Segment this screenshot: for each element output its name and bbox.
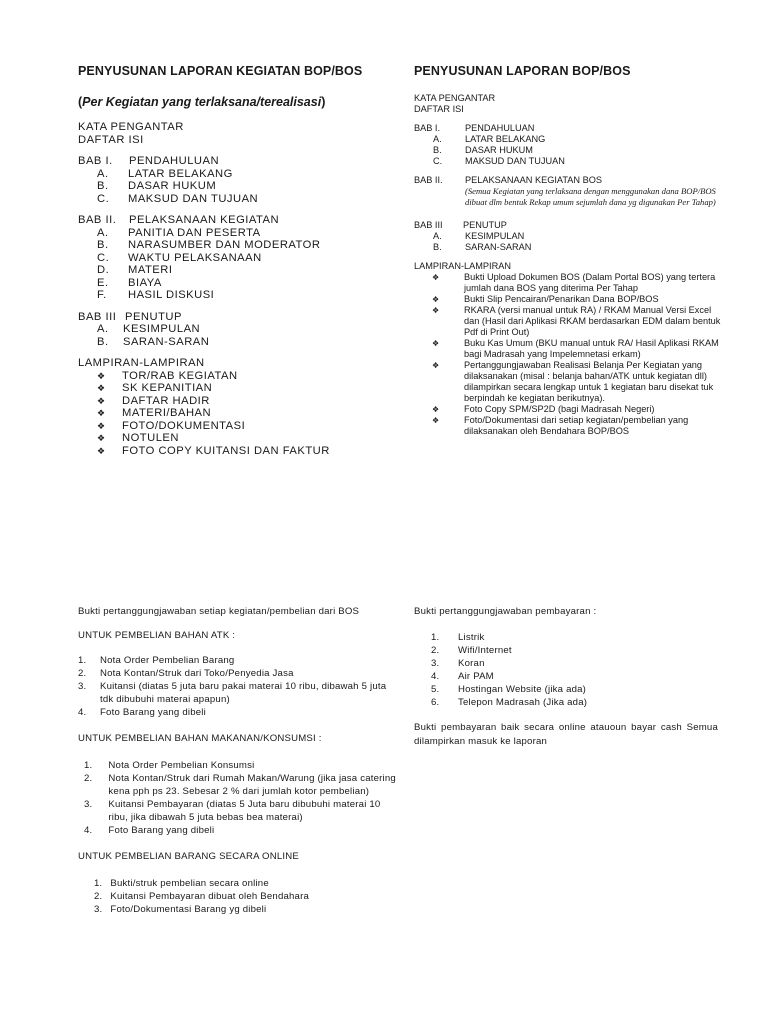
bab-2-item (78, 252, 398, 265)
diamond-bullet-icon: ❖ (432, 339, 440, 348)
item-text: Listrik (458, 632, 485, 643)
lampiran-item (414, 305, 724, 338)
left-outline-list (78, 121, 398, 457)
item-text: PANITIA DAN PESERTA (128, 226, 261, 239)
makanan-heading: UNTUK PEMBELIAN BAHAN MAKANAN/KONSUMSI : (78, 733, 322, 744)
item-text: SARAN-SARAN (123, 335, 210, 348)
item-number: 1. (78, 655, 87, 666)
bab-number: BAB III (78, 310, 117, 323)
item-text: KESIMPULAN (465, 231, 525, 241)
item-letter: F. (97, 289, 107, 301)
lampiran-text: Bukti Slip Pencairan/Penarikan Dana BOP/BOS (464, 294, 659, 304)
online-heading: UNTUK PEMBELIAN BARANG SECARA ONLINE (78, 851, 299, 862)
lampiran-item (414, 404, 724, 415)
atk-list (78, 654, 398, 719)
bab-1-heading (414, 123, 724, 134)
item-number: 1. (84, 760, 93, 771)
item-number: 3. (78, 681, 87, 692)
list-item (78, 667, 398, 680)
item-text: Foto Barang yang dibeli (108, 825, 215, 836)
lampiran-item (78, 382, 398, 395)
lampiran-item (414, 294, 724, 305)
lampiran-text: FOTO COPY KUITANSI DAN FAKTUR (122, 444, 330, 457)
item-text: MAKSUD DAN TUJUAN (128, 192, 259, 205)
lampiran-text: Bukti Upload Dokumen BOS (Dalam Portal BOS) yang tertera jumlah dana BOS yang diterima Per Tahap (464, 272, 716, 293)
diamond-bullet-icon: ❖ (432, 361, 440, 370)
intro-kata-pengantar: KATA PENGANTAR (414, 93, 496, 103)
list-item (78, 903, 398, 916)
evidence-intro: Bukti pertanggungjawaban setiap kegiatan/pembelian dari BOS (78, 606, 360, 617)
item-number: 1. (431, 632, 440, 643)
item-letter: C. (97, 251, 110, 264)
item-letter: E. (97, 276, 109, 289)
item-number: 3. (84, 799, 93, 810)
bab-number: BAB II. (414, 175, 443, 185)
item-number: 2. (94, 891, 103, 902)
item-letter: B. (97, 239, 109, 251)
list-item (78, 877, 398, 890)
diamond-bullet-icon: ❖ (97, 383, 106, 393)
item-text: Air PAM (458, 671, 494, 682)
bab-2-item (78, 289, 398, 302)
bab-1-item (414, 156, 724, 167)
lampiran-item (78, 407, 398, 420)
item-text: LATAR BELAKANG (128, 167, 233, 180)
list-item (78, 798, 398, 824)
subtitle-close-paren: ) (321, 95, 326, 109)
right-payment-section (414, 606, 718, 749)
payment-closing: Bukti pembayaran baik secara online atauoun bayar cash Semua dilampirkan masuk ke laporan (414, 722, 718, 747)
bab-1-item (78, 168, 398, 181)
payment-list (414, 631, 718, 709)
diamond-bullet-icon: ❖ (432, 273, 440, 282)
item-text: Wifi/Internet (458, 645, 512, 656)
item-letter: D. (97, 264, 110, 276)
intro-kata-pengantar: KATA PENGANTAR (78, 121, 184, 133)
item-text: Nota Order Pembelian Konsumsi (108, 760, 255, 771)
item-text: SARAN-SARAN (465, 242, 532, 252)
lampiran-item (414, 338, 724, 360)
bab-1-item (414, 134, 724, 145)
bab-title: PELAKSANAAN KEGIATAN BOS (465, 175, 603, 185)
item-text: Kuitansi Pembayaran (diatas 5 Juta baru dibubuhi materai 10 ribu, jika dibawah 5 juta bebas bea materai) (108, 799, 381, 823)
item-number: 6. (431, 697, 440, 708)
lampiran-text: SK KEPANITIAN (122, 382, 213, 394)
bab-title: PELAKSANAAN KEGIATAN (129, 214, 280, 226)
item-text: Nota Kontan/Struk dari Rumah Makan/Warung (jika jasa catering kena pph ps 23. Sebesar 2 % dari jumlah kotor pembelian) (108, 773, 396, 797)
right-outline-list (414, 93, 724, 437)
lampiran-item (78, 420, 398, 433)
item-letter: A. (97, 167, 109, 180)
item-number: 1. (94, 878, 103, 889)
item-number: 2. (431, 645, 440, 656)
bab-2-heading (78, 214, 398, 227)
lampiran-text: Pertanggungjawaban Realisasi Belanja Per Kegiatan yang dilaksanakan (misal : belanja bahan/ATK untuk kegiatan dll) dilampirkan secara lengkap untuk 1 kegiatan baru disekat tuk berpindah ke kegiatan berikutnya). (464, 360, 714, 403)
bab-1-heading (78, 155, 398, 168)
list-item (414, 696, 718, 709)
bab-number: BAB II. (78, 214, 117, 226)
right-title: PENYUSUNAN LAPORAN BOP/BOS (414, 64, 631, 78)
bab-number: BAB I. (414, 123, 441, 133)
bab-title: PENUTUP (463, 220, 507, 230)
bab-3-item (414, 231, 724, 242)
bab-3-item (78, 323, 398, 336)
item-number: 3. (94, 904, 103, 915)
item-text: KESIMPULAN (123, 323, 201, 335)
lampiran-text: MATERI/BAHAN (122, 407, 212, 419)
item-number: 5. (431, 684, 440, 695)
item-number: 4. (78, 707, 87, 718)
item-text: LATAR BELAKANG (465, 134, 546, 144)
intro-daftar-isi: DAFTAR ISI (78, 133, 144, 146)
item-letter: B. (433, 242, 442, 252)
list-item (78, 759, 398, 772)
bab-2-item (78, 239, 398, 252)
bab-3-item (78, 336, 398, 349)
lampiran-item (78, 445, 398, 458)
item-text: Kuitansi Pembayaran dibuat oleh Bendahara (110, 891, 310, 902)
item-text: Foto Barang yang dibeli (100, 707, 206, 718)
lampiran-text: RKARA (versi manual untuk RA) / RKAM Manual Versi Excel dan (Hasil dari Aplikasi RKAM berdasarkan EDM dalam bentuk Pdf di Print Out) (464, 305, 721, 337)
payment-intro: Bukti pertanggungjawaban pembayaran : (414, 606, 597, 617)
left-evidence-section (78, 606, 398, 916)
item-number: 2. (78, 668, 87, 679)
item-text: Nota Order Pembelian Barang (100, 655, 235, 666)
item-letter: C. (433, 156, 443, 166)
bab-1-item (78, 193, 398, 206)
lampiran-item (78, 370, 398, 383)
lampiran-item (414, 272, 724, 294)
bab-2-note: (Semua Kegiatan yang terlaksana dengan menggunakan dana BOP/BOS dibuat dlm bentuk Rekap umum sejumlah dana yg digunakan Per Tahap) (465, 186, 716, 207)
list-item (414, 657, 718, 670)
online-list (78, 877, 398, 916)
diamond-bullet-icon: ❖ (97, 420, 106, 431)
bab-title: PENDAHULUAN (465, 123, 535, 133)
subtitle-italic: Per Kegiatan yang terlaksana/terealisasi (82, 95, 322, 109)
bab-3-heading (414, 220, 724, 231)
item-number: 4. (84, 825, 93, 836)
item-text: HASIL DISKUSI (128, 289, 215, 301)
diamond-bullet-icon: ❖ (97, 445, 106, 456)
diamond-bullet-icon: ❖ (432, 295, 440, 304)
diamond-bullet-icon: ❖ (432, 416, 440, 425)
item-text: Koran (458, 658, 485, 669)
item-text: NARASUMBER DAN MODERATOR (128, 239, 321, 251)
lampiran-text: FOTO/DOKUMENTASI (122, 419, 246, 432)
item-letter: A. (97, 323, 109, 335)
lampiran-text: TOR/RAB KEGIATAN (122, 369, 238, 382)
lampiran-item (414, 360, 724, 404)
intro-daftar-isi: DAFTAR ISI (414, 104, 464, 114)
item-text: DASAR HUKUM (128, 180, 217, 192)
bab-2-heading (414, 175, 724, 186)
lampiran-item (414, 415, 724, 437)
lampiran-item (78, 432, 398, 445)
item-text: Foto/Dokumentasi Barang yg dibeli (110, 904, 267, 915)
item-text: Bukti/struk pembelian secara online (110, 878, 269, 889)
item-text: BIAYA (128, 276, 162, 289)
item-text: WAKTU PELAKSANAAN (128, 251, 262, 264)
item-letter: A. (97, 226, 109, 239)
item-number: 3. (431, 658, 440, 669)
item-letter: B. (97, 180, 109, 192)
bab-2-item (78, 264, 398, 277)
list-item (78, 824, 398, 837)
bab-3-heading (78, 311, 398, 324)
lampiran-text: Foto/Dokumentasi dari setiap kegiatan/pembelian yang dilaksanakan oleh Bendahara BOP/BOS (464, 415, 689, 436)
bab-3-item (414, 242, 724, 253)
lampiran-text: DAFTAR HADIR (122, 394, 210, 407)
diamond-bullet-icon: ❖ (97, 433, 106, 443)
diamond-bullet-icon: ❖ (432, 306, 440, 315)
bab-number: BAB I. (78, 155, 113, 167)
left-title: PENYUSUNAN LAPORAN KEGIATAN BOP/BOS (78, 64, 363, 78)
list-item (78, 890, 398, 903)
bab-number: BAB III (414, 220, 443, 230)
bab-1-item (78, 180, 398, 193)
right-report-outline (414, 64, 724, 437)
diamond-bullet-icon: ❖ (97, 370, 106, 381)
lampiran-text: Buku Kas Umum (BKU manual untuk RA/ Hasil Aplikasi RKAM bagi Madrasah yang Impelemnetasi erkam) (464, 338, 719, 359)
item-number: 2. (84, 773, 93, 784)
list-item (414, 683, 718, 696)
list-item (414, 670, 718, 683)
diamond-bullet-icon: ❖ (97, 408, 106, 418)
list-item (414, 631, 718, 644)
list-item (78, 772, 398, 798)
list-item (78, 706, 398, 719)
lampiran-heading: LAMPIRAN-LAMPIRAN (78, 357, 205, 369)
left-report-outline (78, 64, 398, 457)
bab-1-item (414, 145, 724, 156)
item-number: 4. (431, 671, 440, 682)
diamond-bullet-icon: ❖ (97, 395, 106, 406)
diamond-bullet-icon: ❖ (432, 405, 440, 414)
item-text: DASAR HUKUM (465, 145, 533, 155)
item-letter: B. (433, 145, 442, 155)
item-letter: C. (97, 192, 110, 205)
item-letter: B. (97, 335, 109, 348)
item-letter: A. (433, 231, 442, 241)
item-letter: A. (433, 134, 442, 144)
list-item (414, 644, 718, 657)
atk-heading: UNTUK PEMBELIAN BAHAN ATK : (78, 630, 236, 641)
bab-2-item (78, 277, 398, 290)
item-text: MATERI (128, 264, 173, 276)
left-subtitle (78, 95, 398, 109)
item-text: MAKSUD DAN TUJUAN (465, 156, 565, 166)
subtitle-open-paren: ( (78, 95, 83, 109)
list-item (78, 680, 398, 706)
item-text: Nota Kontan/Struk dari Toko/Penyedia Jasa (100, 668, 294, 679)
makanan-list (78, 759, 398, 837)
bab-title: PENDAHULUAN (129, 155, 220, 167)
bab-2-item (78, 227, 398, 240)
list-item (78, 654, 398, 667)
bab-title: PENUTUP (125, 310, 182, 323)
lampiran-text: NOTULEN (122, 432, 179, 444)
item-text: Hostingan Website (jika ada) (458, 684, 587, 695)
item-text: Kuitansi (diatas 5 juta baru pakai materai 10 ribu, dibawah 5 juta tdk dibubuhi materai apapun) (100, 681, 387, 705)
lampiran-text: Foto Copy SPM/SP2D (bagi Madrasah Negeri) (464, 404, 655, 414)
lampiran-heading: LAMPIRAN-LAMPIRAN (414, 261, 511, 271)
item-text: Telepon Madrasah (Jika ada) (458, 697, 588, 708)
lampiran-item (78, 395, 398, 408)
